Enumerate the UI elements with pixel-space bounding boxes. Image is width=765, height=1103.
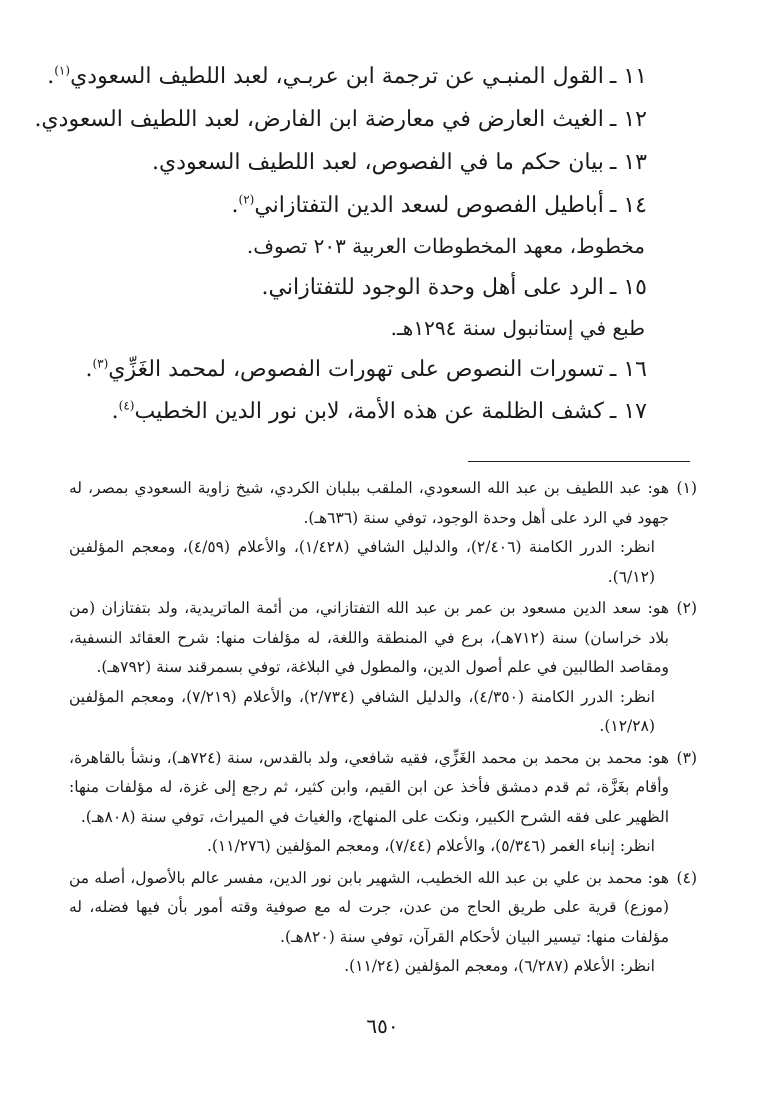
footnote-marker: (٤) <box>118 398 135 413</box>
page-number: ٦٥٠ <box>366 1014 399 1038</box>
footnote-number: (١) <box>676 479 697 497</box>
item-number: ١٥ ـ <box>609 275 647 300</box>
item-text: الغيث العارض في معارضة ابن الفارض، لعبد اللطيف السعودي. <box>34 107 604 132</box>
footnote-body: هو: سعد الدين مسعود بن عمر بن عبد الله التفتازاني، من أئمة الماتريدية، ولد بتفتازان (من بلاد خراسان) سنة (٧١٢هـ)، برع في المنطقة واللغة، له مؤلفات منها: شرح العقائد النسفية، ومقاصد الطالبين في علم أصول الدين، والمطول في البلاغة، توفي بسمرقند سنة (٧٩٢هـ). <box>69 599 669 676</box>
item-number: ١٢ ـ <box>609 107 647 132</box>
item-number: ١٧ ـ <box>609 399 647 424</box>
item-number: ١٦ ـ <box>609 357 647 382</box>
item-text: القول المنبـي عن ترجمة ابن عربـي، لعبد اللطيف السعودي <box>70 64 604 89</box>
footnote <box>69 594 695 742</box>
list-item: ١٧ ـكشف الظلمة عن هذه الأمة، لابن نور الدين الخطيب$^{(٤)}$. <box>87 397 647 427</box>
footnote-number: (٣) <box>676 748 697 767</box>
footnote-body: هو: محمد بن محمد بن محمد الغَزِّي، فقيه شافعي، ولد بالقدس، سنة (٧٢٤هـ)، ونشأ بالقاهرة، وأقام بغَزَّة، ثم قدم دمشق فأخذ عن ابن القيم، وابن كثير، ثم رجع إلى غزة، له مؤلفات منها: الظهير على فقه الشرح الكبير، ونكت على المنهاج، والغياث في الميراث، توفي سنة (٨٠٨هـ). <box>69 748 669 826</box>
list-item: ١٦ ـتسورات النصوص على تهورات الفصوص، لمحمد الغَزِّي$^{(٣)}$. <box>87 355 647 385</box>
item-text: تسورات النصوص على تهورات الفصوص، لمحمد الغَزِّي <box>108 357 604 382</box>
footnote-number: (٤) <box>676 868 697 887</box>
footnote-marker: (٢) <box>238 192 255 207</box>
item-text: أباطيل الفصوص لسعد الدين التفتازاني <box>254 193 604 218</box>
book-list <box>34 62 647 427</box>
item-number: ١٤ ـ <box>609 193 647 218</box>
footnote <box>69 744 695 862</box>
list-item <box>87 148 647 178</box>
footnote-references: انظر: الدرر الكامنة (٢/٤٠٦)، والدليل الشافي (١/٤٢٨)، والأعلام (٤/٥٩)، ومعجم المؤلفين (٦/١٢). <box>69 538 655 586</box>
list-item <box>87 273 647 343</box>
item-number: ١١ ـ <box>609 64 647 89</box>
footnote <box>69 474 695 592</box>
footnote <box>69 864 695 982</box>
footnote-references: انظر: إنباء الغمر (٥/٣٤٦)، والأعلام (٧/٤٤)، ومعجم المؤلفين (١١/٢٧٦). <box>206 837 655 855</box>
item-subnote: طبع في إستانبول سنة ١٢٩٤هـ. <box>390 316 645 340</box>
footnote-number: (٢) <box>676 599 697 617</box>
footnote-body: هو: عبد اللطيف بن عبد الله السعودي، الملقب ببلبان الكردي، شيخ زاوية السعودي بمصر، له جهود في الرد على أهل وحدة الوجود، توفي سنة (٦٣٦هـ). <box>69 479 669 527</box>
list-item <box>34 105 647 135</box>
footnote-marker: (٣) <box>92 356 109 371</box>
footnotes <box>69 474 695 984</box>
footnote-references: انظر: الدرر الكامنة (٤/٣٥٠)، والدليل الشافي (٢/٧٣٤)، والأعلام (٧/٢١٩)، ومعجم المؤلفين (١٢/٢٨). <box>69 687 655 735</box>
footnote-divider <box>468 461 690 462</box>
item-number: ١٣ ـ <box>609 150 647 175</box>
item-text: كشف الظلمة عن هذه الأمة، لابن نور الدين الخطيب <box>134 399 604 424</box>
item-subnote: مخطوط، معهد المخطوطات العربية ٢٠٣ تصوف. <box>246 234 645 258</box>
footnote-marker: (١) <box>54 63 71 78</box>
item-text: الرد على أهل وحدة الوجود للتفتازاني. <box>261 275 604 300</box>
list-item: ١١ ـالقول المنبـي عن ترجمة ابن عربـي، لعبد اللطيف السعودي$^{(١)}$. <box>87 62 647 92</box>
list-item: ١٤ ـأباطيل الفصوص لسعد الدين التفتازاني$^{(٢)}$. مخطوط، معهد المخطوطات العربية ٢٠٣ تصوف. <box>87 191 647 261</box>
footnote-references: انظر: الأعلام (٦/٢٨٧)، ومعجم المؤلفين (١١/٢٤). <box>344 957 655 975</box>
footnote-body: هو: محمد بن علي بن عبد الله الخطيب، الشهير بابن نور الدين، مفسر عالم بالأصول، أصله من (موزع) قرية على طريق الحاج من عدن، جرت له مع صوفية وقته أمور بأن فيها فضله، له مؤلفات منها: تيسير البيان لأحكام القرآن، توفي سنة (٨٢٠هـ). <box>69 868 669 946</box>
item-text: بيان حكم ما في الفصوص، لعبد اللطيف السعودي. <box>152 150 604 175</box>
